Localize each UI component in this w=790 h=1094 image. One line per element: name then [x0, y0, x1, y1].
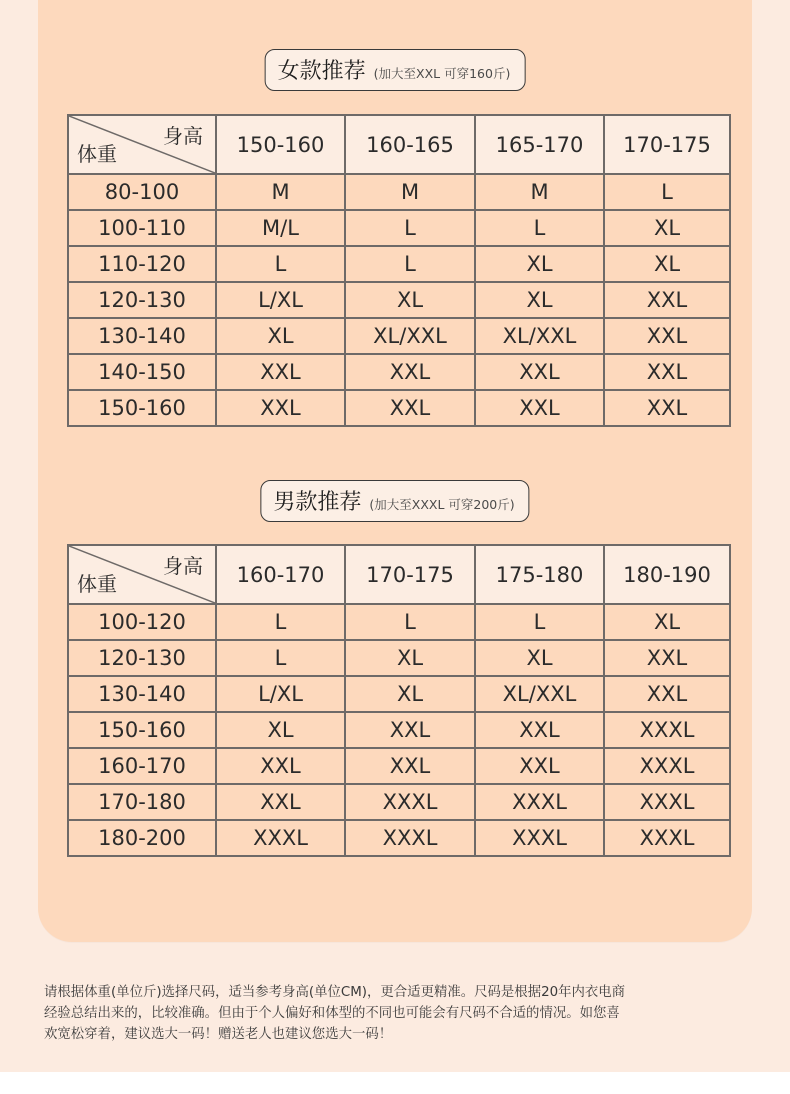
weight-cell: 170-180 — [68, 784, 216, 820]
size-cell: L — [216, 604, 345, 640]
size-cell: XXXL — [345, 820, 475, 856]
height-column-header: 165-170 — [475, 115, 604, 174]
men-title-note: (加大至XXXL 可穿200斤) — [369, 497, 515, 512]
men-title-text: 男款推荐 — [273, 490, 362, 515]
height-column-header: 170-175 — [345, 545, 475, 604]
size-cell: XXL — [604, 640, 730, 676]
women-section-title — [265, 49, 526, 91]
size-cell: XL — [216, 318, 345, 354]
size-cell: L/XL — [216, 676, 345, 712]
table-header-row — [68, 115, 730, 174]
weight-cell: 110-120 — [68, 246, 216, 282]
size-cell: XL — [475, 282, 604, 318]
size-cell: XXXL — [604, 784, 730, 820]
weight-axis-label: 体重 — [77, 142, 117, 166]
men-size-table — [67, 544, 731, 857]
size-advice-text: 请根据体重(单位斤)选择尺码，适当参考身高(单位CM)，更合适更精准。尺码是根据20年内衣电商 经验总结出来的，比较准确。但由于个人偏好和体型的不同也可能会有尺码不合适的情况。如您喜 欢宽松穿着，建议选大一码！赠送老人也建议您选大一码！ — [44, 985, 626, 1042]
table-row — [68, 640, 730, 676]
size-cell: XXXL — [604, 712, 730, 748]
size-cell: XXL — [475, 712, 604, 748]
size-cell: L — [345, 210, 475, 246]
height-column-header: 180-190 — [604, 545, 730, 604]
size-cell: M — [345, 174, 475, 210]
size-cell: XXL — [345, 748, 475, 784]
size-cell: XL — [604, 246, 730, 282]
height-column-header: 160-165 — [345, 115, 475, 174]
size-cell: XL — [475, 246, 604, 282]
size-cell: L — [216, 246, 345, 282]
table-row — [68, 210, 730, 246]
size-cell: XXL — [216, 784, 345, 820]
size-cell: XL — [604, 210, 730, 246]
table-row — [68, 354, 730, 390]
table-row — [68, 784, 730, 820]
table-header-row — [68, 545, 730, 604]
women-size-table — [67, 114, 731, 427]
size-cell: XXXL — [345, 784, 475, 820]
size-cell: XXL — [345, 712, 475, 748]
height-column-header: 170-175 — [604, 115, 730, 174]
weight-cell: 180-200 — [68, 820, 216, 856]
weight-cell: 130-140 — [68, 676, 216, 712]
size-cell: L — [604, 174, 730, 210]
size-cell: XL — [345, 282, 475, 318]
size-cell: XL/XXL — [345, 318, 475, 354]
height-axis-label: 身高 — [163, 124, 203, 148]
size-cell: XXL — [475, 390, 604, 426]
weight-cell: 150-160 — [68, 390, 216, 426]
men-section-title — [260, 480, 529, 522]
size-cell: L — [345, 246, 475, 282]
size-cell: XL — [475, 640, 604, 676]
table-row — [68, 174, 730, 210]
size-cell: XL — [216, 712, 345, 748]
size-cell: L — [345, 604, 475, 640]
size-cell: XXL — [216, 354, 345, 390]
size-cell: L/XL — [216, 282, 345, 318]
women-title-text: 女款推荐 — [277, 59, 366, 84]
table-row — [68, 390, 730, 426]
size-cell: M/L — [216, 210, 345, 246]
women-title-note: (加大至XXL 可穿160斤) — [373, 66, 511, 81]
weight-cell: 120-130 — [68, 282, 216, 318]
table-row — [68, 604, 730, 640]
size-cell: XXL — [604, 390, 730, 426]
size-cell: XXXL — [604, 748, 730, 784]
size-cell: L — [216, 640, 345, 676]
size-cell: XXXL — [216, 820, 345, 856]
table-row — [68, 318, 730, 354]
weight-axis-label: 体重 — [77, 572, 117, 596]
size-cell: XXL — [475, 748, 604, 784]
size-cell: XXL — [216, 748, 345, 784]
size-cell: XXL — [345, 354, 475, 390]
size-cell: XL — [345, 640, 475, 676]
table-row — [68, 748, 730, 784]
size-cell: L — [475, 210, 604, 246]
size-cell: XXL — [604, 318, 730, 354]
size-cell: XXL — [604, 282, 730, 318]
table-row — [68, 712, 730, 748]
weight-cell: 150-160 — [68, 712, 216, 748]
table-row — [68, 246, 730, 282]
size-cell: XL — [345, 676, 475, 712]
size-cell: XXL — [604, 354, 730, 390]
weight-cell: 160-170 — [68, 748, 216, 784]
weight-cell: 80-100 — [68, 174, 216, 210]
size-cell: XL/XXL — [475, 318, 604, 354]
height-column-header: 150-160 — [216, 115, 345, 174]
weight-cell: 100-110 — [68, 210, 216, 246]
height-column-header: 160-170 — [216, 545, 345, 604]
size-cell: XXL — [604, 676, 730, 712]
size-cell: XXXL — [475, 784, 604, 820]
height-axis-label: 身高 — [163, 554, 203, 578]
table-row — [68, 820, 730, 856]
corner-header — [68, 115, 216, 174]
size-cell: XXXL — [475, 820, 604, 856]
size-cell: XXL — [475, 354, 604, 390]
size-cell: XXL — [216, 390, 345, 426]
weight-cell: 100-120 — [68, 604, 216, 640]
size-cell: XXL — [345, 390, 475, 426]
size-cell: XXXL — [604, 820, 730, 856]
size-cell: M — [216, 174, 345, 210]
table-row — [68, 282, 730, 318]
height-column-header: 175-180 — [475, 545, 604, 604]
size-cell: M — [475, 174, 604, 210]
size-cell: L — [475, 604, 604, 640]
weight-cell: 130-140 — [68, 318, 216, 354]
table-row — [68, 676, 730, 712]
weight-cell: 140-150 — [68, 354, 216, 390]
size-cell: XL — [604, 604, 730, 640]
weight-cell: 120-130 — [68, 640, 216, 676]
size-cell: XL/XXL — [475, 676, 604, 712]
corner-header — [68, 545, 216, 604]
